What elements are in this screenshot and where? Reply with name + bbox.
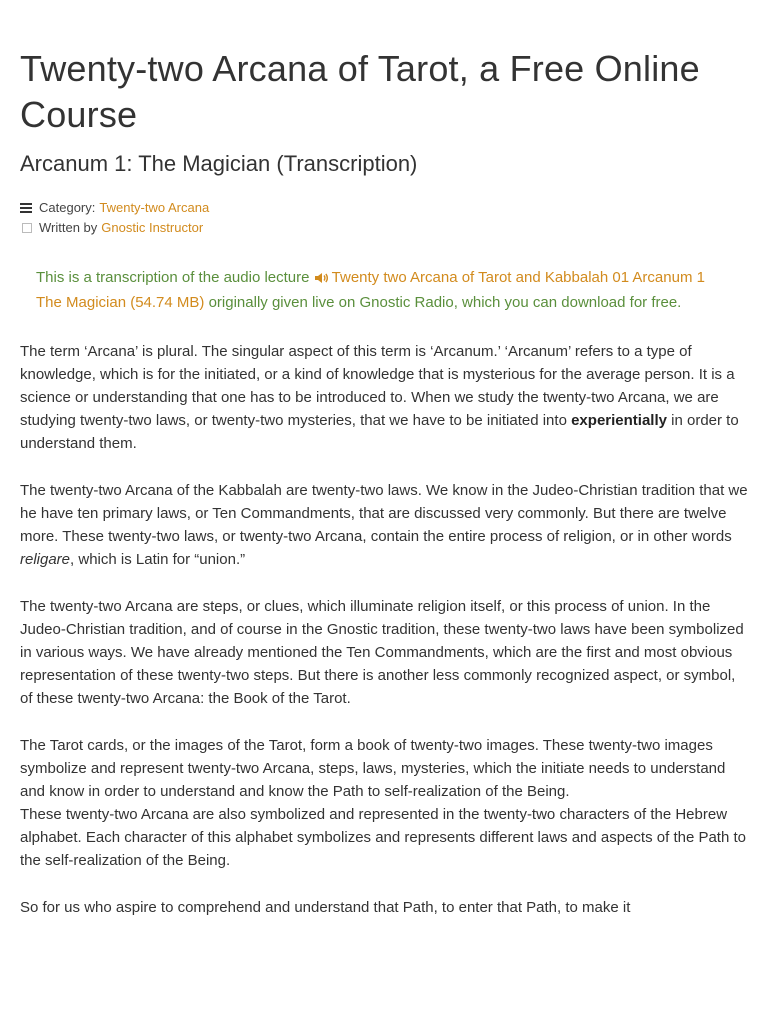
- paragraph: [20, 479, 748, 571]
- article-subtitle: Arcanum 1: The Magician (Transcription): [20, 151, 418, 176]
- paragraph-text: The twenty-two Arcana of the Kabbalah are twenty-two laws. We know in the Judeo-Christian tradition that we he have ten primary laws, or Ten Commandments, that are discussed very commonly. But there are twelve more. These twenty-two laws, or twenty-two Arcana, contain the entire process of religion, or in other words: [20, 482, 748, 545]
- list-icon: [20, 203, 32, 213]
- author-row: [20, 218, 748, 238]
- category-label: Category:: [39, 200, 96, 215]
- speaker-icon: [314, 268, 328, 291]
- emphasis-bold: experientially: [571, 412, 667, 429]
- paragraph-text: in order to understand them.: [20, 412, 739, 452]
- author-label: Written by: [39, 220, 98, 235]
- paragraph: The twenty-two Arcana are steps, or clues, which illuminate religion itself, or this process of union. In the Judeo-Christian tradition, and of course in the Gnostic tradition, these twenty-two laws have been symbolized in various ways. We have already mentioned the Ten Commandments, which are the first and most obvious representation of these twenty-two steps. But there is another less commonly recognized aspect, or symbol, of these twenty-two Arcana: the Book of the Tarot.: [20, 598, 744, 707]
- category-link[interactable]: Twenty-two Arcana: [99, 200, 210, 215]
- audio-link-label: Twenty two Arcana of Tarot and Kabbalah 01 Arcanum 1 The Magician (54.74 MB): [36, 269, 705, 311]
- notice-prefix: This is a transcription of the audio lecture: [36, 269, 310, 286]
- article-meta: [20, 198, 748, 238]
- page-title: Twenty-two Arcana of Tarot, a Free Online Course: [20, 48, 700, 135]
- emphasis-italic: religare: [20, 551, 71, 568]
- user-icon: [22, 223, 32, 233]
- article-body: [20, 340, 748, 919]
- author-link[interactable]: Gnostic Instructor: [101, 220, 204, 235]
- paragraph: So for us who aspire to comprehend and understand that Path, to enter that Path, to make it: [20, 899, 631, 916]
- notice-suffix: originally given live on Gnostic Radio, which you can download for free.: [208, 294, 682, 311]
- paragraph-text: , which is Latin for “union.”: [70, 551, 246, 568]
- category-row: [20, 198, 748, 218]
- paragraph-text: The term ‘Arcana’ is plural. The singular aspect of this term is ‘Arcanum.’ ‘Arcanum’ refers to a type of knowledge, which is for the initiated, or a kind of knowledge that is mysterious for the average person. It is a science or understanding that one has to be introduced to. When we study the twenty-two Arcana, we are studying twenty-two laws, or twenty-two mysteries, that we have to be initiated into: [20, 343, 735, 429]
- transcription-notice: [20, 258, 748, 322]
- paragraph: The Tarot cards, or the images of the Tarot, form a book of twenty-two images. These twenty-two images symbolize and represent twenty-two Arcana, steps, laws, mysteries, which the initiate needs to understand and know in order to understand and know the Path to self-realization of the Being.: [20, 737, 726, 800]
- paragraph: These twenty-two Arcana are also symbolized and represented in the twenty-two characters of the Hebrew alphabet. Each character of this alphabet symbolizes and represents different laws and aspects of the Path to the self-realization of the Being.: [20, 806, 746, 869]
- paragraph: [20, 340, 748, 455]
